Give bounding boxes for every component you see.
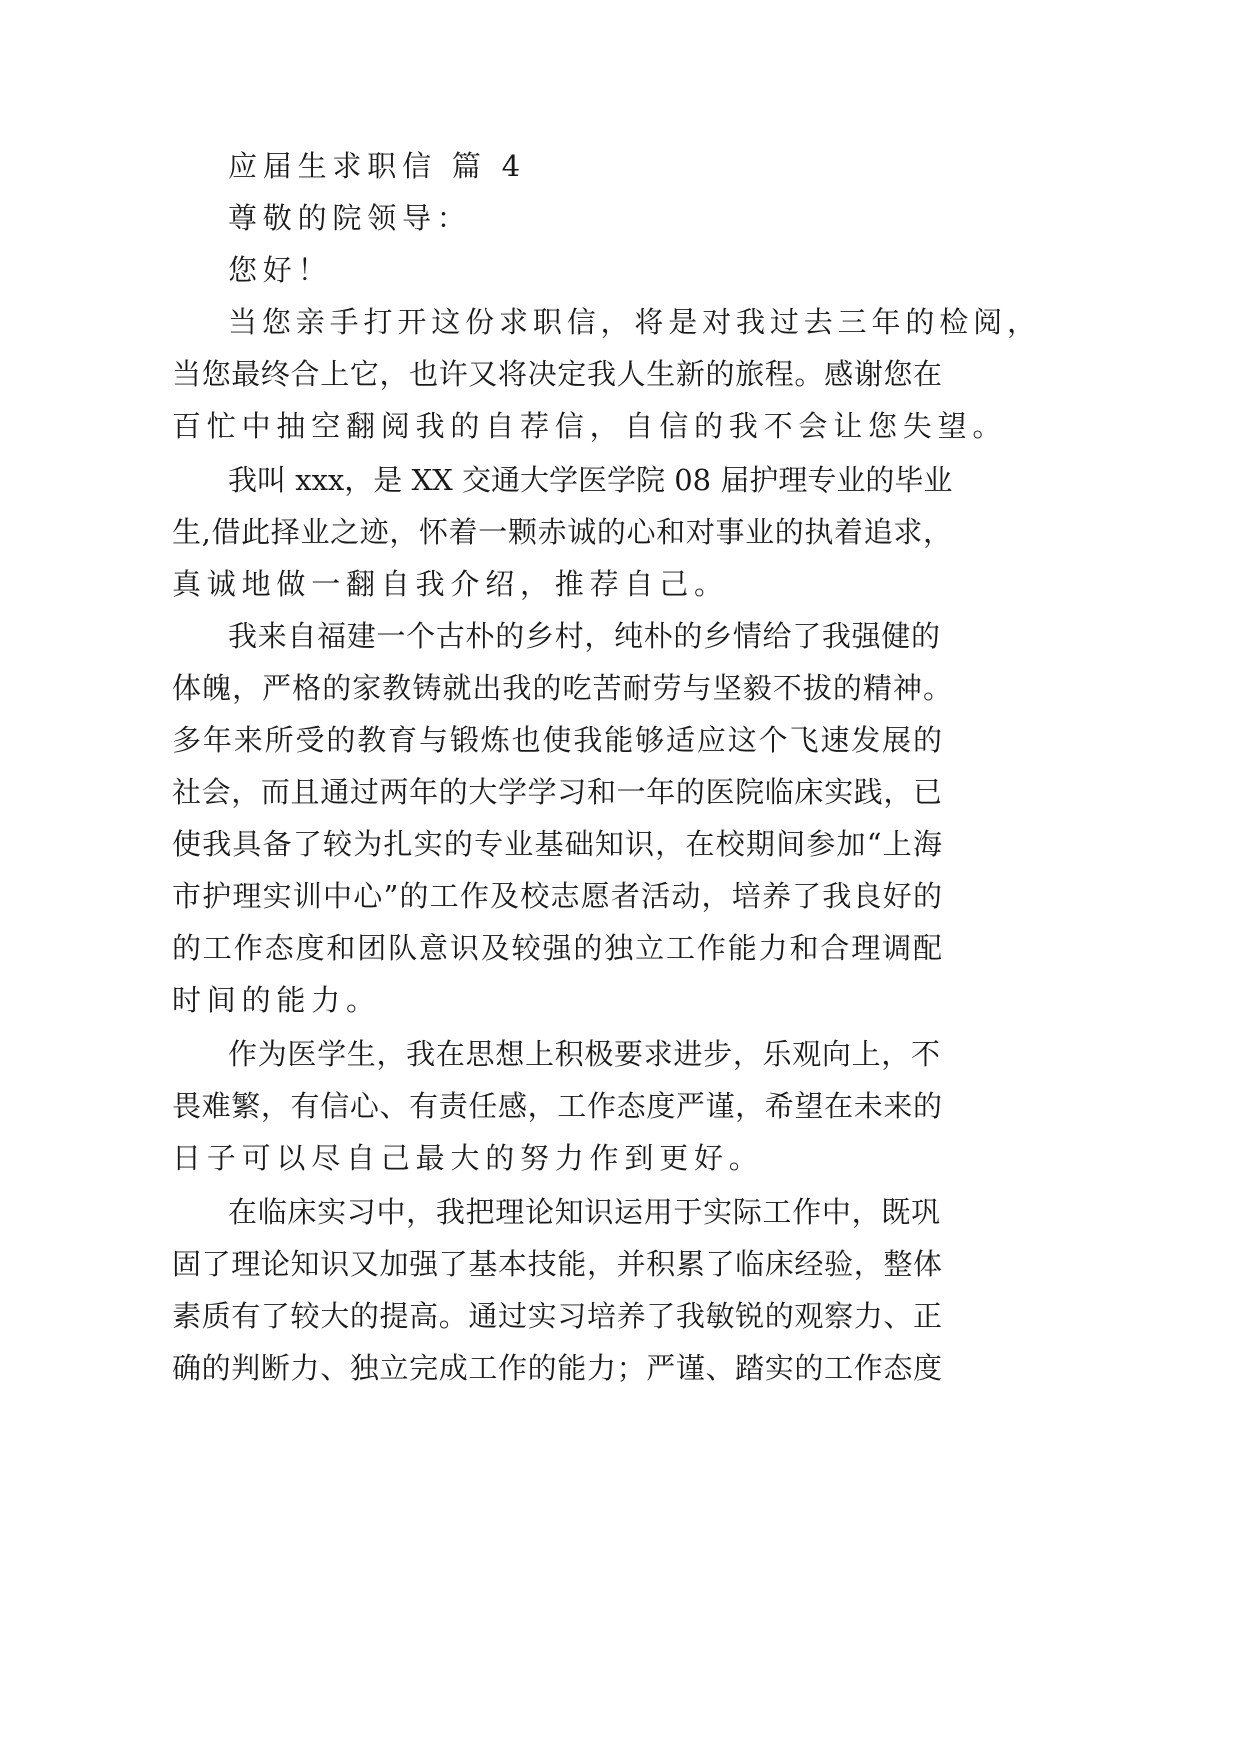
paragraph-3-line-2: 体魄，严格的家教铸就出我的吃苦耐劳与坚毅不拔的精神。 (172, 671, 952, 705)
paragraph-3-line-5: 使我具备了较为扎实的专业基础知识，在校期间参加“上海 (172, 827, 942, 861)
paragraph-5-line-3: 素质有了较大的提高。通过实习培养了我敏锐的观察力、正 (172, 1299, 942, 1333)
paragraph-3-line-7: 的工作态度和团队意识及较强的独立工作能力和合理调配 (172, 931, 942, 965)
paragraph-1-line-2: 当您最终合上它，也许又将决定我人生新的旅程。感谢您在 (172, 357, 942, 391)
paragraph-5-line-1: 在临床实习中，我把理论知识运用于实际工作中，既巩 (228, 1195, 940, 1229)
greeting: 您好！ (228, 253, 333, 287)
paragraph-4-line-2: 畏难繁，有信心、有责任感，工作态度严谨，希望在未来的 (172, 1089, 942, 1123)
paragraph-3-line-3: 多年来所受的教育与锻炼也使我能够适应这个飞速发展的 (172, 723, 942, 757)
letter-title: 应届生求职信 篇 4 (228, 149, 526, 183)
paragraph-2-line-1: 我叫 xxx，是 XX 交通大学医学院 08 届护理专业的毕业 (228, 463, 953, 497)
paragraph-4-line-1: 作为医学生，我在思想上积极要求进步，乐观向上，不 (228, 1037, 940, 1071)
paragraph-1-line-3: 百忙中抽空翻阅我的自荐信，自信的我不会让您失望。 (172, 409, 1008, 443)
salutation: 尊敬的院领导： (228, 201, 472, 235)
paragraph-2-line-2: 生,借此择业之迹，怀着一颗赤诚的心和对事业的执着追求， (172, 515, 952, 549)
paragraph-3-line-8: 时间的能力。 (172, 983, 381, 1017)
paragraph-5-line-4: 确的判断力、独立完成工作的能力；严谨、踏实的工作态度 (172, 1351, 942, 1385)
paragraph-1-line-1: 当您亲手打开这份求职信，将是对我过去三年的检阅， (228, 305, 1036, 339)
paragraph-2-line-3: 真诚地做一翻自我介绍，推荐自己。 (172, 567, 729, 601)
paragraph-5-line-2: 固了理论知识又加强了基本技能，并积累了临床经验，整体 (172, 1247, 942, 1281)
paragraph-3-line-4: 社会，而且通过两年的大学学习和一年的医院临床实践，已 (172, 775, 942, 809)
paragraph-4-line-3: 日子可以尽自己最大的努力作到更好。 (172, 1141, 764, 1175)
paragraph-3-line-6: 市护理实训中心”的工作及校志愿者活动，培养了我良好的 (172, 879, 942, 913)
paragraph-3-line-1: 我来自福建一个古朴的乡村，纯朴的乡情给了我强健的 (228, 619, 940, 653)
